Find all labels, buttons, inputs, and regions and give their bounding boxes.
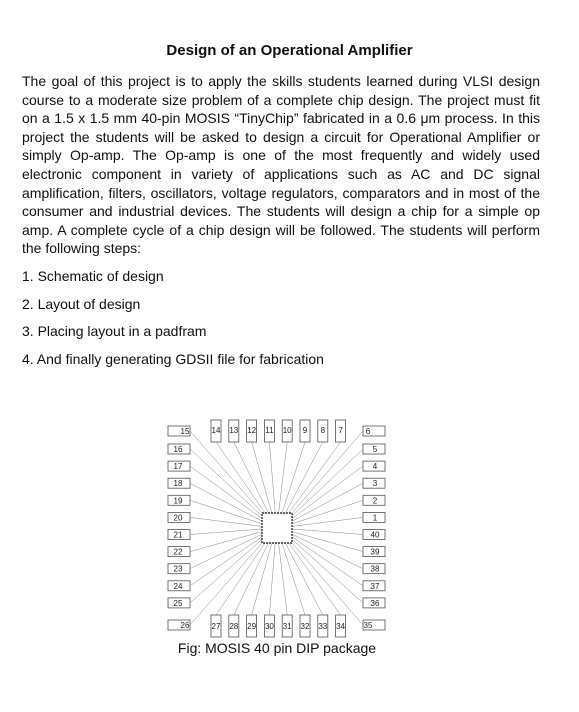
bond-wire — [279, 543, 288, 615]
list-item: 1. Schematic of design — [22, 268, 164, 284]
bond-wire — [269, 442, 275, 513]
bond-wire — [292, 534, 363, 569]
bond-wire — [234, 442, 269, 513]
bond-wire — [285, 543, 322, 615]
bond-wire — [292, 500, 363, 524]
bond-wire — [190, 483, 262, 521]
pin-label: 2 — [372, 496, 378, 506]
figure-caption: Fig: MOSIS 40 pin DIP package — [177, 640, 377, 656]
bond-wire — [292, 431, 363, 513]
bond-wire — [269, 543, 275, 615]
bond-wire — [292, 529, 363, 535]
pin-label: 35 — [363, 621, 373, 630]
dip-package-figure — [0, 400, 579, 640]
pin-label: 14 — [211, 426, 221, 435]
bond-wire — [292, 517, 363, 526]
bond-wire — [190, 543, 262, 625]
pin-label: 31 — [282, 622, 292, 631]
pin-label: 15 — [180, 427, 190, 436]
bond-wire — [190, 517, 262, 526]
pin-label: 24 — [173, 581, 183, 591]
bond-wire — [190, 431, 262, 513]
pin-label: 3 — [372, 479, 378, 489]
pin-label: 18 — [173, 479, 183, 489]
pin-label: 1 — [372, 513, 378, 523]
page-title: Design of an Operational Amplifier — [166, 42, 413, 59]
pin-label: 10 — [282, 426, 292, 435]
pin-label: 26 — [180, 621, 190, 630]
pin-label: 25 — [173, 598, 183, 608]
bond-wire — [234, 543, 269, 615]
pin-label: 7 — [338, 426, 343, 435]
pin-label: 11 — [265, 426, 274, 435]
pin-label: 8 — [320, 426, 326, 435]
pin-label: 22 — [173, 547, 183, 557]
pin-label: 12 — [247, 426, 257, 435]
bond-wire — [292, 466, 363, 518]
pin-label: 13 — [229, 426, 239, 435]
bond-wire — [190, 500, 262, 524]
pin-label: 29 — [247, 622, 257, 631]
bond-wire — [252, 442, 272, 513]
pin-label: 4 — [372, 462, 378, 472]
pin-label: 21 — [173, 530, 183, 540]
pin-label: 19 — [173, 496, 183, 506]
pin-label: 32 — [300, 622, 310, 631]
bond-wire — [252, 543, 272, 615]
bond-wire — [279, 442, 288, 513]
steps-list — [22, 266, 324, 377]
chip-die — [262, 513, 292, 543]
bond-wire — [292, 483, 363, 521]
pin-label: 33 — [318, 622, 328, 631]
pin-label: 37 — [370, 581, 380, 591]
pin-label: 6 — [365, 427, 371, 436]
list-item: 2. Layout of design — [22, 295, 141, 312]
pin-label: 27 — [211, 622, 221, 631]
bond-wire — [190, 529, 262, 535]
pin-label: 36 — [370, 598, 380, 608]
pin-label: 34 — [336, 622, 346, 631]
list-item: 4. And finally generating GDSII file for fabrication — [22, 351, 324, 368]
pin-label: 17 — [173, 462, 183, 472]
pin-label: 30 — [264, 622, 274, 631]
pin-label: 28 — [229, 622, 239, 631]
bond-wire — [285, 442, 322, 513]
pin-label: 40 — [370, 530, 380, 540]
pin-label: 38 — [370, 564, 380, 574]
bond-wire — [292, 537, 363, 586]
bond-wire — [190, 466, 262, 518]
bond-wire — [292, 543, 363, 625]
bond-wire — [292, 449, 363, 516]
list-item: 3. Placing layout in a padfram — [22, 323, 207, 340]
bond-wire — [190, 449, 262, 516]
pin-label: 16 — [173, 445, 183, 454]
pin-label: 5 — [372, 445, 378, 454]
intro-paragraph: The goal of this project is to apply the skills students learned during VLSI design course to a moderate size problem of a complete chip design. The project must fit on a 1.5 x 1.5 mm 40-pin MOSIS “TinyChip” fabricated in a 0.6 μm process. In this project the students will be asked to design a circuit for Operational Amplifier or simply Op-amp. The Op-amp is one of the most frequently and widely used electronic component in variety of applications such as AC and DC signal amplification, filters, oscillators, voltage regulators, comparators and in most of the consumer and industrial devices. The students will design a chip for a simple op amp. A complete cycle of a chip design will be followed. The students will perform the following steps: — [22, 73, 540, 257]
bond-wire — [216, 442, 265, 513]
bond-wire — [190, 539, 262, 603]
pin-label: 23 — [173, 564, 183, 574]
pin-label: 9 — [302, 426, 308, 435]
bond-wire — [292, 539, 363, 603]
pin-label: 20 — [173, 513, 183, 523]
pin-label: 39 — [370, 547, 380, 557]
bond-wire — [216, 543, 265, 615]
